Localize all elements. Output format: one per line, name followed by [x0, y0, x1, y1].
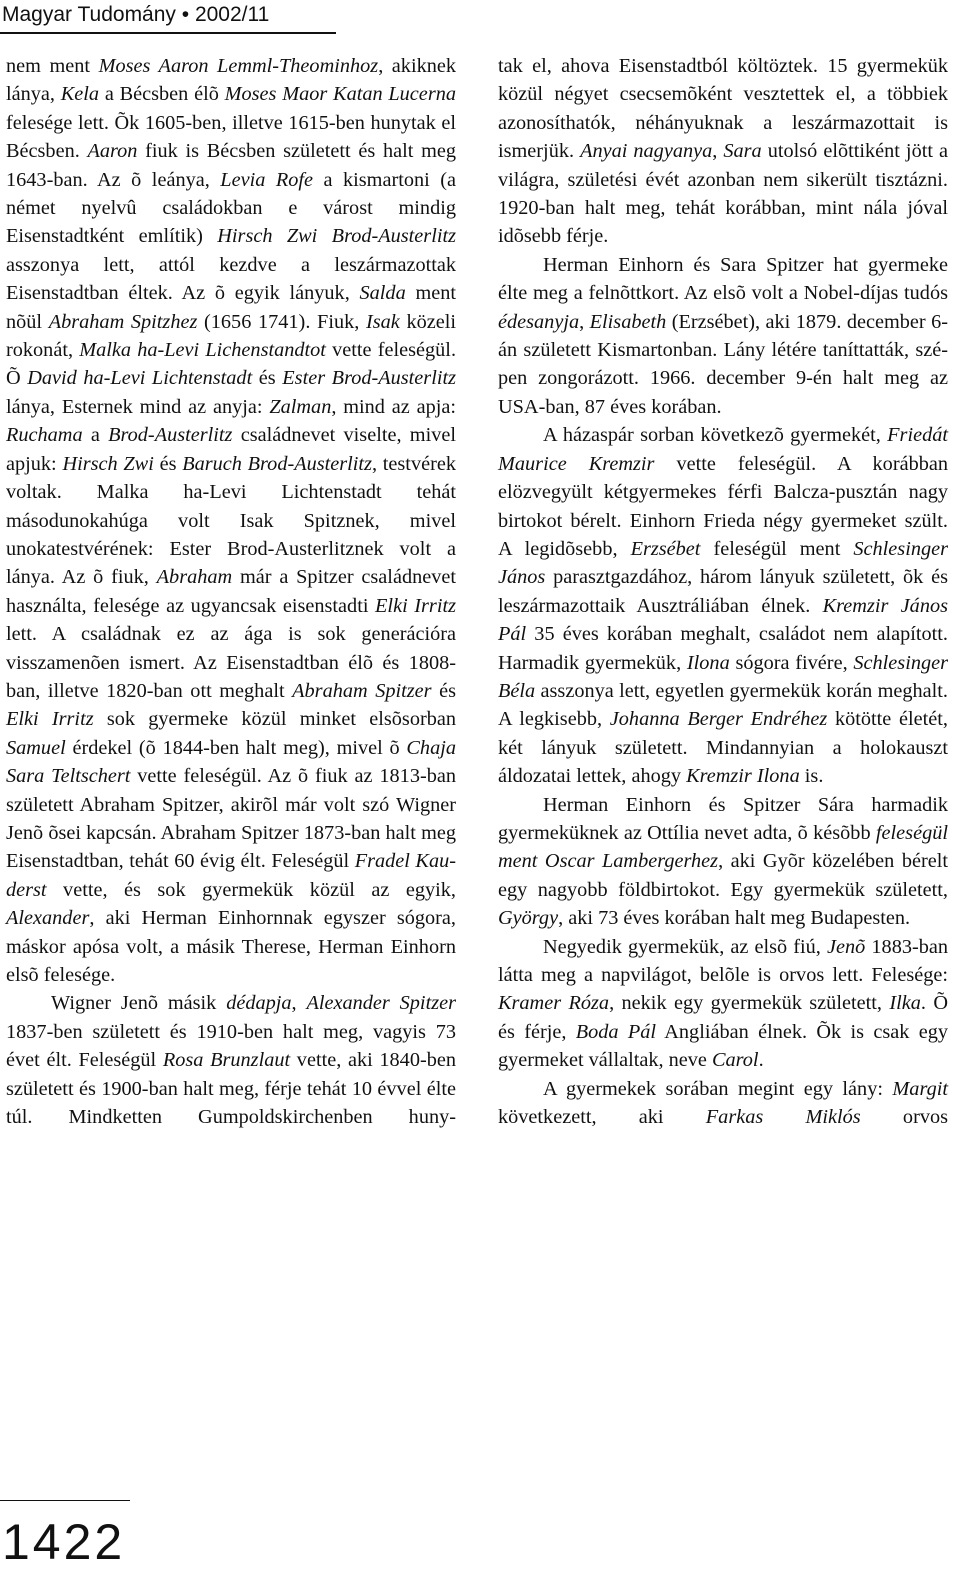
- text-run: és: [252, 367, 283, 390]
- right-column: [498, 52, 948, 1131]
- italic-name: Kremzir János Pál: [498, 594, 948, 646]
- italic-name: Schlesinger Béla: [498, 651, 949, 702]
- italic-name: Malka ha-Levi Lichenstandtot: [79, 339, 326, 362]
- text-run: (Erzsébet), aki 1879. december 6-án született Kismartonban. Lány létére taníttatták, szépen zongorázott. 1966. december 9-én halt meg az USA-ban, 87 éves korában.: [498, 310, 949, 418]
- italic-name: Chaja Sara Teltschert: [6, 736, 456, 788]
- text-run: asszonya lett, attól kezdve a leszármazottak Eisenstadtban éltek. Az õ egyik lányuk,: [6, 253, 456, 305]
- text-run: , aki 73 éves korában halt meg Budapesten.: [558, 907, 911, 930]
- italic-name: Abraham: [156, 566, 233, 589]
- text-run: , akiknek lánya,: [6, 55, 457, 106]
- text-run: Angliában élnek. Õk is csak egy gyermeket vállaltak, neve: [498, 1020, 948, 1072]
- text-run: vette feleségül. Az õ fiuk az 1813-ban született Abraham Spitzer, akirõl már volt szó Wigner Jenõ õsei kapcsán. Abraham Spitzer 1873-ban halt meg Eisenstadtban, tehát 60 évig élt. Feleségül: [6, 765, 456, 873]
- italic-name: Hirsch Zwi: [62, 452, 154, 475]
- text-run: orvos: [860, 1106, 948, 1129]
- text-run: (1656 1741). Fiuk,: [197, 310, 366, 333]
- italic-name: Isak: [365, 310, 400, 333]
- footer-rule: [0, 1500, 130, 1501]
- text-run: közeli rokonát,: [6, 310, 456, 362]
- text-run: feleségül ment: [700, 537, 854, 560]
- text-run: a: [82, 424, 109, 447]
- italic-name: Aaron: [87, 140, 138, 163]
- body-paragraph: [498, 933, 948, 1075]
- italic-name: Alexander: [6, 907, 90, 930]
- text-run: ,: [579, 310, 590, 333]
- italic-name: Carol: [711, 1049, 759, 1072]
- text-run: A gyermekek sorában megint egy lány:: [543, 1077, 893, 1100]
- left-column: [6, 52, 456, 1131]
- italic-name: Levia Rofe: [220, 168, 314, 191]
- italic-name: Ester Brod-Austerlitz: [282, 367, 456, 390]
- body-paragraph: [498, 421, 948, 790]
- text-run: sógora fivére,: [729, 651, 854, 674]
- italic-name: dédapja: [226, 992, 292, 1015]
- italic-name: Rosa Brunzlaut: [162, 1049, 291, 1072]
- text-run: . Õ és férje,: [498, 992, 948, 1043]
- text-run: ,: [712, 140, 724, 163]
- text-run: vette feleségül. Õ: [6, 339, 457, 390]
- italic-name: Abraham Spitzhez: [48, 310, 198, 333]
- italic-name: David ha-Levi Lichtenstadt: [27, 367, 253, 390]
- text-run: sok gyermeke közül minket elsõsorban: [93, 708, 456, 731]
- italic-name: Abraham Spitzer: [292, 679, 432, 702]
- text-run: asszonya lett, egyetlen gyermekük korán meghalt. A legkisebb,: [498, 679, 948, 731]
- italic-name: Kela: [60, 83, 100, 106]
- italic-name: Ilona: [686, 651, 730, 674]
- text-run: lett. A családnak ez az ága is sok generációra visszamenõen ismert. Az Eisenstadtban élõ és 1808-ban, illetve 1820-ban ott meghalt: [6, 623, 456, 702]
- text-run: , mind az apja:: [331, 395, 457, 418]
- body-paragraph: [498, 52, 948, 251]
- text-run: 35 éves korában meghalt, családot nem alapított. Harmadik gyermekük,: [498, 623, 948, 674]
- italic-name: Jenõ: [827, 935, 866, 958]
- italic-name: feleségül ment Oscar Lambergerhez: [498, 821, 948, 873]
- italic-name: Sara: [723, 140, 762, 163]
- italic-name: Elki Irritz: [6, 708, 94, 731]
- text-run: , aki Herman Einhornnak egyszer sógora, máskor apósa volt, a másik Therese, Herman Einhorn elsõ felesége.: [6, 907, 456, 986]
- italic-name: Kramer Róza: [498, 992, 610, 1015]
- text-run: , nekik egy gyermekük született,: [609, 992, 890, 1015]
- italic-name: Farkas Miklós: [705, 1106, 861, 1129]
- text-run: a Bécsben élõ: [99, 83, 225, 106]
- text-run: 1837-ben született és 1910-ben halt meg, vagyis 73 évet élt. Feleségül: [6, 1020, 456, 1072]
- italic-name: Kremzir Ilona: [686, 765, 800, 788]
- text-run: felesége lett. Õk 1605-ben, illetve 1615-ben hunytak el Bécsben.: [6, 111, 456, 163]
- italic-name: Ruchama: [6, 424, 83, 447]
- text-run: lánya, Esternek mind az anyja:: [6, 395, 270, 418]
- italic-name: Zalman: [269, 395, 332, 418]
- text-run: következett, aki: [498, 1106, 706, 1129]
- italic-name: Anyai nagyanya: [580, 140, 713, 163]
- text-run: fiuk is Bécsben született és halt meg 1643-ban. Az õ leánya,: [6, 140, 456, 191]
- header-rule: [0, 32, 336, 34]
- text-run: a kismartoni (a német nyelvû családokban e várost mindig Eisenstadtként említik): [6, 168, 456, 248]
- italic-name: Ilka: [889, 992, 921, 1015]
- text-run: utolsó elõttiként jött a világra, születési évét azonban nem sikerült tisztázni. 1920-ban halt meg, tehát korábban, mint nála jóval idõsebb férje.: [498, 140, 949, 248]
- italic-name: Samuel: [6, 736, 66, 759]
- italic-name: Salda: [359, 282, 406, 305]
- text-run: tak el, ahova Eisenstadtból költöztek. 15 gyermekük közül négyet csecsemõként vesztettek el, a többiek azonosíthatók, néhányuknak a leszármazottait is ismerjük.: [498, 55, 948, 163]
- italic-name: Schlesinger János: [498, 537, 949, 589]
- italic-name: édesanyja: [498, 310, 580, 333]
- running-title: Magyar Tudomány • 2002/11: [2, 3, 270, 26]
- text-run: is.: [799, 765, 824, 788]
- text-run: , aki Gyõr közelében bérelt egy nagyobb földbirtokot. Egy gyermekük született,: [498, 850, 948, 901]
- italic-name: Erzsébet: [630, 537, 701, 560]
- text-run: vette feleségül. A korábban elözvegyült kétgyermekes férfi Balcza-pusztán nagy birtokot bérelt. Einhorn Frieda négy gyermeket szült. A legidõsebb,: [498, 452, 949, 560]
- italic-name: Boda Pál: [575, 1020, 657, 1043]
- italic-name: Elki Irritz: [375, 594, 456, 617]
- italic-name: Baruch Brod-Austerlitz: [182, 452, 372, 475]
- italic-name: Alexander Spitzer: [306, 992, 456, 1015]
- text-run: Herman Einhorn és Spitzer Sára harmadik gyermeküknek az Ottília nevet adta, õ késõbb: [498, 793, 948, 844]
- italic-name: Elisabeth: [589, 310, 667, 333]
- text-run: nem ment: [6, 55, 99, 77]
- text-run: vette, aki 1840-ben született és 1900-ban halt meg, férje tehát 10 évvel élte túl. Mindketten Gumpoldskirchenben huny-: [6, 1049, 457, 1129]
- italic-name: Moses Aaron Lemml-Theominhoz: [98, 55, 379, 77]
- text-run: és: [153, 452, 183, 475]
- text-run: A házaspár sorban következõ gyermekét,: [543, 424, 888, 447]
- text-run: kötötte életét, két lányuk született. Mindannyian a holokauszt áldozatai lettek, ahogy: [498, 708, 949, 788]
- text-run: , testvérek voltak. Malka ha-Levi Lichtenstadt tehát másodunokahúga volt Isak Spitznek, mivel unokatestvérének: Ester Brod-Austerlitznek volt a lánya. Az õ fiuk,: [6, 452, 456, 589]
- text-run: parasztgazdához, három lányuk született, õk és leszármazottaik Ausztráliában élnek.: [498, 566, 948, 617]
- body-paragraph: [498, 1075, 948, 1132]
- page-number: 1422: [2, 1514, 126, 1570]
- text-run: ,: [291, 992, 307, 1015]
- text-run: és: [431, 679, 456, 702]
- italic-name: Johanna Berger Endréhez: [609, 708, 828, 731]
- text-run: ment nõül: [6, 282, 457, 333]
- text-run: Wigner Jenõ másik: [51, 992, 227, 1015]
- italic-name: Moses Maor Katan Lucerna: [224, 83, 456, 106]
- italic-name: Fradel Kauderst: [6, 850, 457, 901]
- text-run: 1883-ban látta meg a napvilágot, belõle is orvos lett. Felesége:: [498, 935, 949, 986]
- italic-name: György: [498, 907, 559, 930]
- text-run: Herman Einhorn és Sara Spitzer hat gyermeke élte meg a felnõttkort. Az elsõ volt a Nobel-díjas tudós: [498, 253, 948, 305]
- body-paragraph: [6, 52, 456, 989]
- text-run: már a Spitzer családnevet használta, felesége az ugyancsak eisenstadti: [6, 566, 457, 617]
- italic-name: Friedát Maurice Kremzir: [498, 424, 948, 475]
- text-run: érdekel (õ 1844-ben halt meg), mivel õ: [65, 736, 407, 759]
- text-run: .: [758, 1049, 764, 1072]
- body-paragraph: [6, 989, 456, 1131]
- text-run: vette, és sok gyermekük közül az egyik,: [46, 878, 456, 901]
- body-paragraph: [498, 251, 948, 421]
- italic-name: Brod-Austerlitz: [108, 424, 233, 447]
- body-paragraph: [498, 791, 948, 933]
- italic-name: Hirsch Zwi Brod-Austerlitz: [217, 225, 456, 248]
- italic-name: Margit: [892, 1077, 948, 1100]
- text-run: Negyedik gyermekük, az elsõ fiú,: [543, 935, 827, 958]
- text-run: családnevet viselte, mivel apjuk:: [6, 424, 456, 475]
